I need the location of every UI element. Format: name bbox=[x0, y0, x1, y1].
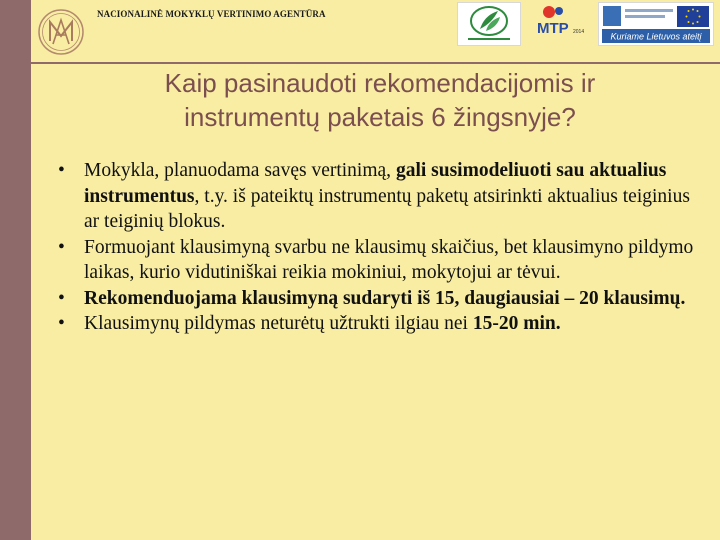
bullet-emphasis: gali susimodeliuoti sau aktualius instrumentus bbox=[84, 160, 667, 207]
bullet-text: , t.y. iš pateiktų instrumentų paketų atsirinkti aktualius teiginius ar teiginių blokus. bbox=[84, 185, 690, 232]
ministry-leaf-icon bbox=[458, 3, 520, 45]
bullet-marker: • bbox=[58, 160, 65, 181]
list-item bbox=[58, 158, 698, 235]
mtp-logo-icon bbox=[535, 4, 589, 42]
bullet-emphasis: Rekomenduojama klausimyną sudaryti iš 15, daugiausiai – 20 klausimų. bbox=[84, 287, 686, 309]
mtp-logo-year: 2014 bbox=[573, 29, 585, 35]
agency-emblem-icon bbox=[37, 8, 85, 56]
slide-title-line-2: instrumentų paketais 6 žingsnyje? bbox=[184, 102, 576, 132]
bullet-text: Klausimynų pildymas neturėtų užtrukti ilgiau nei bbox=[84, 313, 473, 334]
eu-funds-logo bbox=[598, 2, 714, 46]
bullet-text: Mokykla, planuodama savęs vertinimą, bbox=[84, 160, 396, 181]
slide-title-line-1: Kaip pasinaudoti rekomendacijomis ir bbox=[164, 68, 596, 98]
bullet-marker: • bbox=[58, 287, 65, 309]
bullet-text: Formuojant klausimyną svarbu ne klausimų skaičius, bet klausimyno pildymo laikas, kurio vidutiniškai reikia mokiniui, mokytojui ar tėvui. bbox=[84, 236, 694, 283]
left-accent-bar bbox=[0, 0, 31, 540]
header-divider bbox=[31, 62, 720, 64]
list-item bbox=[58, 286, 698, 312]
bullet-list bbox=[58, 158, 698, 337]
bullet-marker: • bbox=[58, 236, 65, 258]
bullet-emphasis: 15-20 min. bbox=[472, 313, 561, 334]
mtp-logo bbox=[535, 4, 589, 42]
eu-flag-icon bbox=[599, 3, 713, 45]
bullet-marker: • bbox=[58, 313, 65, 334]
mtp-logo-text: MTP bbox=[537, 20, 569, 37]
ministry-logo bbox=[457, 2, 521, 46]
eu-slogan: Kuriame Lietuvos ateitį bbox=[610, 31, 702, 42]
slide-title bbox=[60, 66, 700, 134]
list-item bbox=[58, 235, 698, 286]
list-item bbox=[58, 311, 698, 337]
agency-name: NACIONALINĖ MOKYKLŲ VERTINIMO AGENTŪRA bbox=[97, 9, 326, 19]
